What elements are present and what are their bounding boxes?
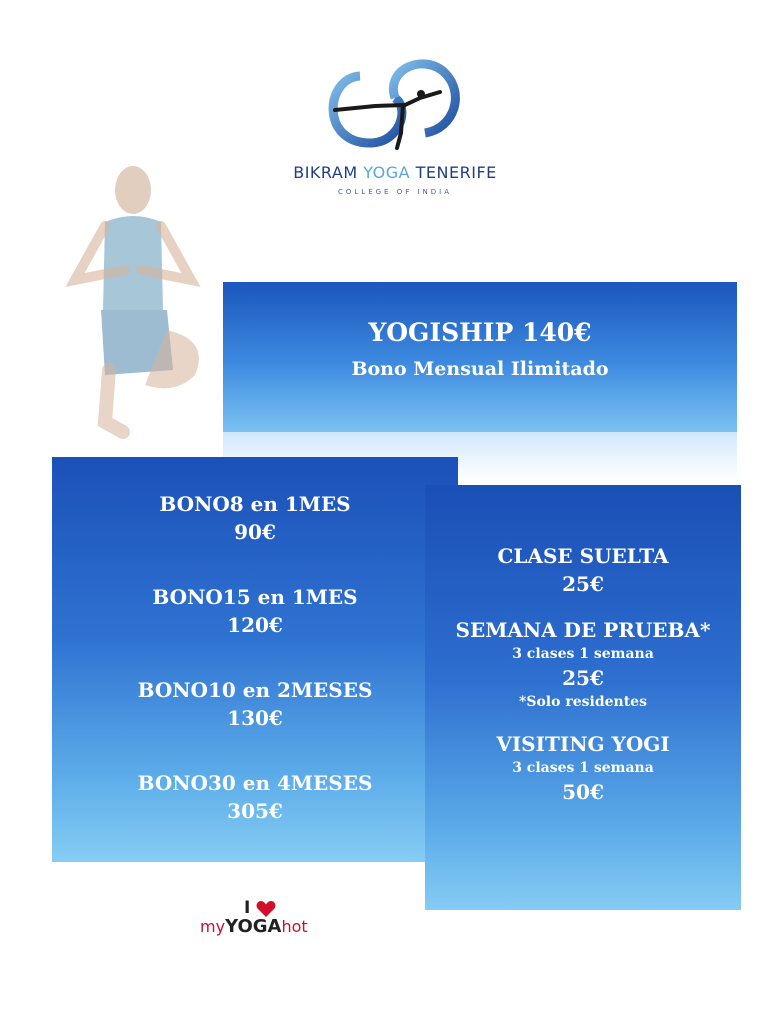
brand-name: BIKRAM YOGA TENERIFE bbox=[293, 163, 497, 182]
semana-prueba-block bbox=[425, 616, 741, 712]
bikram-yoga-logo bbox=[280, 48, 510, 208]
bono-title: BONO8 en 1MES bbox=[159, 492, 351, 516]
semana-prueba-price: 25€ bbox=[562, 666, 604, 690]
visiting-yogi-title: VISITING YOGI bbox=[496, 732, 670, 756]
yogiship-subtitle: Bono Mensual Ilimitado bbox=[351, 358, 609, 380]
clase-suelta-title: CLASE SUELTA bbox=[497, 544, 669, 568]
yogiship-title: YOGISHIP 140€ bbox=[368, 318, 592, 347]
bono-price: 90€ bbox=[234, 520, 276, 544]
bono-price: 120€ bbox=[227, 613, 283, 637]
bonos-panel bbox=[52, 457, 458, 862]
bono-title: BONO15 en 1MES bbox=[152, 585, 358, 609]
brand-subtitle: COLLEGE OF INDIA bbox=[338, 188, 452, 196]
bono-price: 305€ bbox=[227, 799, 283, 823]
myyoga-wordmark: myYOGAhot bbox=[200, 916, 308, 937]
bono-item bbox=[52, 583, 458, 676]
bono-title: BONO30 en 4MESES bbox=[137, 771, 373, 795]
bono-price: 130€ bbox=[227, 706, 283, 730]
semana-prueba-title: SEMANA DE PRUEBA* bbox=[455, 618, 711, 642]
clase-suelta-block bbox=[425, 542, 741, 598]
clases-panel bbox=[425, 485, 741, 910]
visiting-yogi-price: 50€ bbox=[562, 780, 604, 804]
visiting-yogi-block bbox=[425, 730, 741, 806]
myyoga-i-letter: I bbox=[244, 898, 251, 918]
semana-prueba-detail: 3 clases 1 semana bbox=[512, 646, 654, 662]
bono-title: BONO10 en 2MESES bbox=[137, 678, 373, 702]
yogiship-panel bbox=[223, 282, 737, 432]
semana-prueba-note: *Solo residentes bbox=[519, 694, 647, 710]
clase-suelta-price: 25€ bbox=[562, 572, 604, 596]
yoga-figure-image bbox=[45, 160, 225, 450]
bono-item bbox=[52, 676, 458, 769]
bono-item bbox=[52, 490, 458, 583]
visiting-yogi-detail: 3 clases 1 semana bbox=[512, 760, 654, 776]
bono-item bbox=[52, 769, 458, 862]
myyogahot-logo bbox=[200, 898, 340, 942]
logo-swirl-icon bbox=[315, 48, 475, 158]
